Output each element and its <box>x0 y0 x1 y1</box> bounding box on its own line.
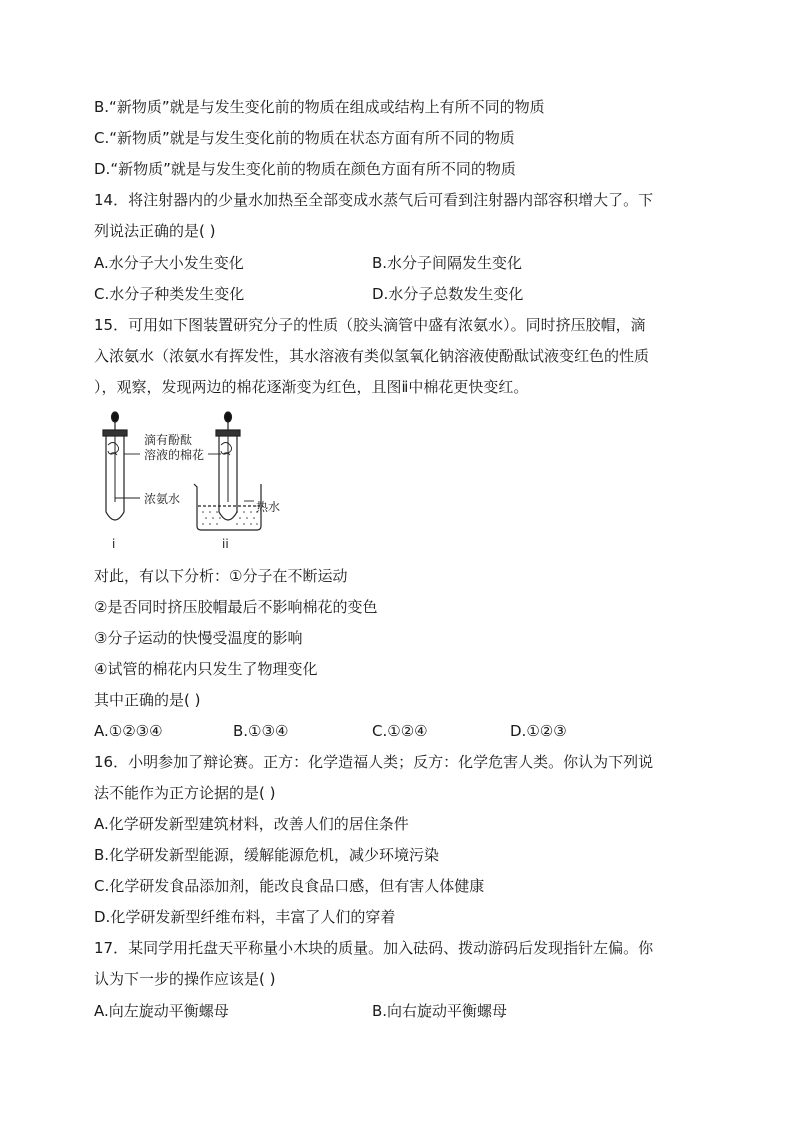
q14-stem-line-1: 14．将注射器内的少量水加热至全部变成水蒸气后可看到注射器内部容积增大了。下 <box>94 191 654 209</box>
q16-stem-line-1: 16．小明参加了辩论赛。正方：化学造福人类；反方：化学危害人类。你认为下列说 <box>94 753 654 771</box>
q14-option-d: D.水分子总数发生变化 <box>372 285 524 303</box>
q15-apparatus-figure <box>94 408 294 554</box>
q16-option-a: A.化学研发新型建筑材料，改善人们的居住条件 <box>94 815 409 833</box>
label-ammonia: 浓氨水 <box>144 492 181 506</box>
q15-option-d: D.①②③ <box>510 722 567 740</box>
q14-option-c: C.水分子种类发生变化 <box>94 285 245 303</box>
q15-ask: 其中正确的是( ) <box>94 691 201 709</box>
q17-stem-line-1: 17．某同学用托盘天平称量小木块的质量。加入砝码、拨动游码后发现指针左偏。你 <box>94 939 654 957</box>
q15-option-a: A.①②③④ <box>94 722 163 740</box>
q15-option-b: B.①③④ <box>233 722 289 740</box>
q15-option-c: C.①②④ <box>372 722 428 740</box>
q17-option-a: A.向左旋动平衡螺母 <box>94 1002 229 1020</box>
label-ii: ii <box>222 537 229 551</box>
apparatus-diagram <box>94 408 294 554</box>
hot-water-dots <box>202 511 258 525</box>
q16-stem-line-2: 法不能作为正方论据的是( ) <box>94 784 276 802</box>
label-i: i <box>112 537 116 551</box>
q14-option-a: A.水分子大小发生变化 <box>94 254 244 272</box>
test-tube-i <box>103 412 127 520</box>
q15-stem-line-2: 入浓氨水（浓氨水有挥发性，其水溶液有类似氢氧化钠溶液使酚酞试液变红色的性质 <box>94 347 650 365</box>
beaker-with-test-tube-ii <box>194 412 261 530</box>
q15-analysis-3: ③分子运动的快慢受温度的影响 <box>94 629 303 647</box>
q13-option-b: B.“新物质”就是与发生变化前的物质在组成或结构上有所不同的物质 <box>94 98 545 116</box>
q15-analysis-4: ④试管的棉花内只发生了物理变化 <box>94 660 318 678</box>
q15-analysis-2: ②是否同时挤压胶帽最后不影响棉花的变色 <box>94 598 378 616</box>
q14-stem-line-2: 列说法正确的是( ) <box>94 222 216 240</box>
q15-stem-line-1: 15．可用如下图装置研究分子的性质（胶头滴管中盛有浓氨水）。同时挤压胶帽，滴 <box>94 316 646 334</box>
label-cotton-line-1: 滴有酚酞 <box>144 433 193 447</box>
q17-option-b: B.向右旋动平衡螺母 <box>372 1002 508 1020</box>
q16-option-b: B.化学研发新型能源，缓解能源危机，减少环境污染 <box>94 846 440 864</box>
q16-option-c: C.化学研发食品添加剂，能改良食品口感，但有害人体健康 <box>94 877 485 895</box>
q15-stem-line-3: ），观察，发现两边的棉花逐渐变为红色，且图ⅱ中棉花更快变红。 <box>94 378 529 396</box>
q17-stem-line-2: 认为下一步的操作应该是( ) <box>94 970 276 988</box>
q13-option-c: C.“新物质”就是与发生变化前的物质在状态方面有所不同的物质 <box>94 129 515 147</box>
label-hot-water: 热水 <box>256 500 281 514</box>
q13-option-d: D.“新物质”就是与发生变化前的物质在颜色方面有所不同的物质 <box>94 160 516 178</box>
q14-option-b: B.水分子间隔发生变化 <box>372 254 523 272</box>
q15-analysis-intro: 对此，有以下分析：①分子在不断运动 <box>94 567 348 585</box>
q16-option-d: D.化学研发新型纤维布料，丰富了人们的穿着 <box>94 908 396 926</box>
label-cotton-line-2: 溶液的棉花 <box>144 448 205 462</box>
